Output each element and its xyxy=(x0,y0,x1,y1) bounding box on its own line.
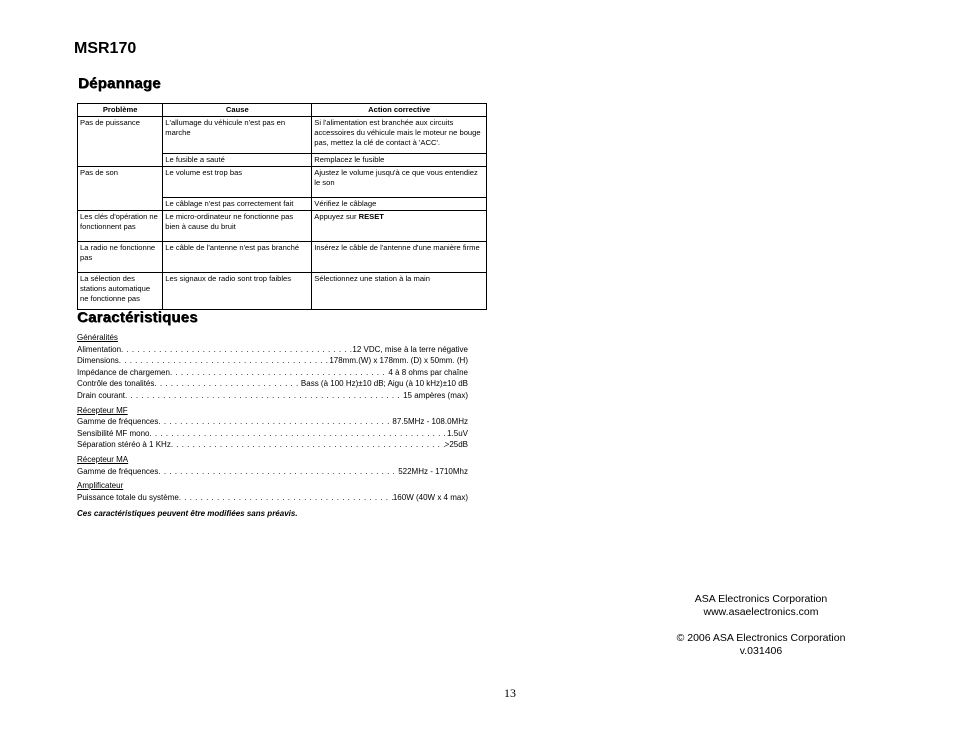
cause-cell: Le fusible a sauté xyxy=(163,154,312,167)
spec-value: Bass (à 100 Hz)±10 dB; Aigu (à 10 kHz)±10 dB xyxy=(300,379,468,389)
spec-heading: Récepteur MA xyxy=(77,454,129,464)
spec-label: Sensibilité MF mono xyxy=(77,428,150,438)
page-number: 13 xyxy=(504,686,516,700)
cause-cell: Le volume est trop bas xyxy=(163,167,312,198)
dot-leader xyxy=(125,390,403,402)
dot-leader xyxy=(154,378,301,390)
table-row xyxy=(78,117,487,154)
column-header-action: Action corrective xyxy=(312,104,487,117)
table-row xyxy=(78,211,487,242)
problem-cell: Les clés d'opération ne fonctionnent pas xyxy=(78,211,163,242)
action-cell: Remplacez le fusible xyxy=(312,154,487,167)
table-row xyxy=(78,167,487,198)
spec-row xyxy=(77,367,468,379)
spec-label: Gamme de fréquences xyxy=(77,417,159,427)
dot-leader xyxy=(171,439,445,451)
problem-cell: La sélection des stations automatique ne fonctionne pas xyxy=(78,273,163,310)
problem-cell: Pas de puissance xyxy=(78,117,163,167)
cause-cell: Le câble de l'antenne n'est pas branché xyxy=(163,242,312,273)
spec-row xyxy=(77,439,468,451)
spec-row xyxy=(77,378,468,390)
table-row xyxy=(78,273,487,310)
spec-group-am-receiver xyxy=(77,454,468,477)
spec-value: 522MHz - 1710Mhz xyxy=(398,466,468,476)
cause-cell: L'allumage du véhicule n'est pas en marche xyxy=(163,117,312,154)
dot-leader xyxy=(179,492,393,504)
action-cell xyxy=(312,211,487,242)
spec-row xyxy=(77,416,468,428)
troubleshooting-title: Dépannage xyxy=(78,75,161,92)
model-name: MSR170 xyxy=(74,40,137,57)
specifications-title: Caractéristiques xyxy=(77,309,198,326)
specifications-list xyxy=(77,332,468,520)
cause-cell: Les signaux de radio sont trop faibles xyxy=(163,273,312,310)
action-cell: Insérez le câble de l'antenne d'une manière firme xyxy=(312,242,487,273)
column-header-problem: Problème xyxy=(78,104,163,117)
spec-label: Contrôle des tonalités xyxy=(77,379,155,389)
spec-value: 15 ampères (max) xyxy=(403,390,468,400)
spec-row xyxy=(77,344,468,356)
spec-group-general xyxy=(77,332,468,402)
spec-group-amplifier xyxy=(77,480,468,503)
spec-label: Séparation stéréo à 1 KHz xyxy=(77,440,171,450)
table-row xyxy=(78,242,487,273)
spec-value: >25dB xyxy=(444,440,468,450)
spec-row xyxy=(77,492,468,504)
action-cell: Ajustez le volume jusqu'à ce que vous entendiez le son xyxy=(312,167,487,198)
spec-label: Drain courant xyxy=(77,390,126,400)
dot-leader xyxy=(158,416,392,428)
spec-label: Alimentation xyxy=(77,344,122,354)
problem-cell: Pas de son xyxy=(78,167,163,211)
spec-label: Dimensions xyxy=(77,356,119,366)
specifications-notice: Ces caractéristiques peuvent être modifiées sans préavis. xyxy=(77,509,298,519)
table-header-row xyxy=(78,104,487,117)
footer-spacer xyxy=(670,619,852,632)
dot-leader xyxy=(170,367,388,379)
action-cell: Si l'alimentation est branchée aux circuits accessoires du véhicule mais le moteur ne bouge pas, mettez la clé de contact à 'ACC'. xyxy=(312,117,487,154)
action-text: Appuyez sur xyxy=(314,212,359,221)
spec-group-fm-receiver xyxy=(77,405,468,451)
spec-value: 160W (40W x 4 max) xyxy=(392,492,468,502)
spec-row xyxy=(77,428,468,440)
spec-label: Gamme de fréquences xyxy=(77,466,159,476)
spec-row xyxy=(77,466,468,478)
spec-value: 12 VDC, mise à la terre négative xyxy=(352,344,468,354)
dot-leader xyxy=(121,344,352,356)
spec-value: 1.5uV xyxy=(447,428,468,438)
spec-label: Impédance de chargemen xyxy=(77,367,170,377)
dot-leader xyxy=(149,428,447,440)
version-text: v.031406 xyxy=(739,645,783,657)
troubleshooting-table xyxy=(77,103,487,310)
cause-cell: Le câblage n'est pas correctement fait xyxy=(163,198,312,211)
column-header-cause: Cause xyxy=(163,104,312,117)
company-website: www.asaelectronics.com xyxy=(703,606,819,618)
action-cell: Sélectionnez une station à la main xyxy=(312,273,487,310)
copyright-text: © 2006 ASA Electronics Corporation xyxy=(676,632,846,644)
spec-value: 87.5MHz - 108.0MHz xyxy=(392,417,468,427)
spec-value: 178mm.(W) x 178mm. (D) x 50mm. (H) xyxy=(329,356,468,366)
problem-cell: La radio ne fonctionne pas xyxy=(78,242,163,273)
spec-heading: Généralités xyxy=(77,333,118,342)
spec-heading: Amplificateur xyxy=(77,481,124,491)
spec-row xyxy=(77,390,468,402)
spec-row xyxy=(77,355,468,367)
company-name: ASA Electronics Corporation xyxy=(694,593,828,605)
spec-label: Puissance totale du système xyxy=(77,492,179,502)
dot-leader xyxy=(119,355,330,367)
dot-leader xyxy=(158,466,398,478)
reset-label: RESET xyxy=(358,212,384,221)
spec-heading: Récepteur MF xyxy=(77,405,128,415)
spec-value: 4 à 8 ohms par chaîne xyxy=(388,367,468,377)
company-footer xyxy=(670,593,852,658)
action-cell: Vérifiez le câblage xyxy=(312,198,487,211)
cause-cell: Le micro-ordinateur ne fonctionne pas bien à cause du bruit xyxy=(163,211,312,242)
